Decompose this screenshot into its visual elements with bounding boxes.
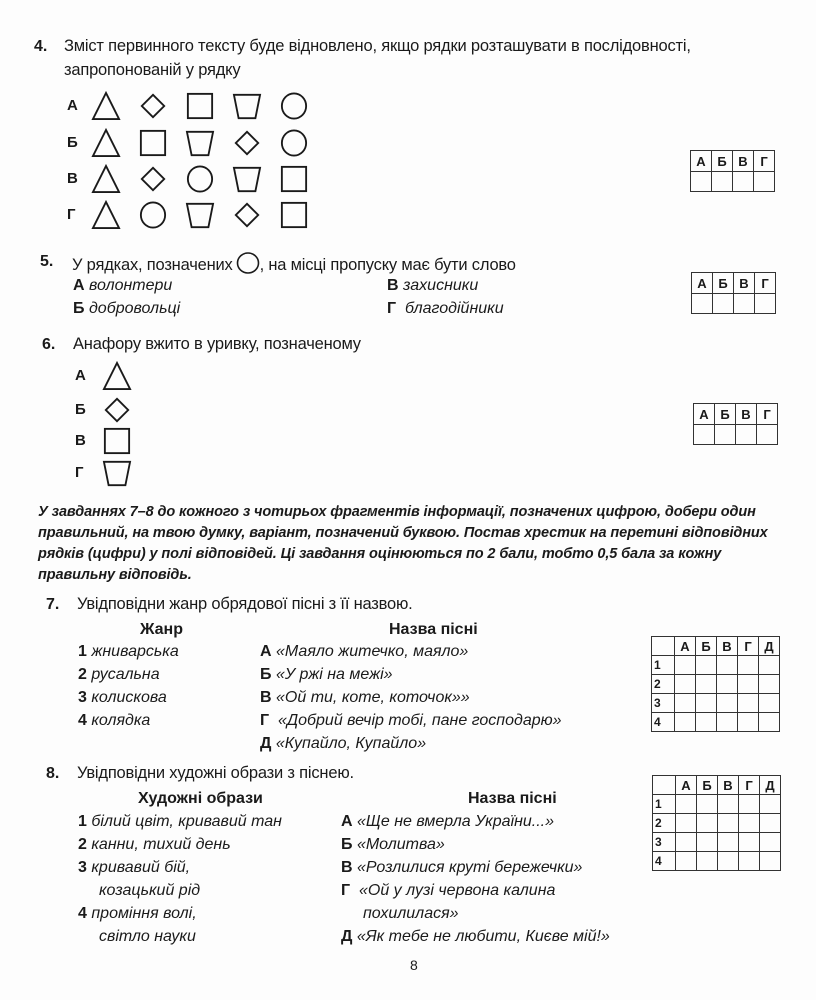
circle-icon (139, 201, 167, 229)
right-item: А «Маяло житечко, маяло» (260, 643, 469, 660)
option-label: В (75, 432, 86, 449)
left-column-header: Жанр (140, 621, 183, 638)
option-label: Б (75, 401, 86, 418)
right-item: Г «Добрий вечір тобі, пане господарю» (260, 712, 562, 729)
grid-row-header: 4 (653, 852, 676, 871)
answer-cell[interactable] (738, 713, 759, 732)
answer-cell[interactable] (739, 795, 760, 814)
option-text: добровольці (88, 300, 181, 317)
answer-cell[interactable] (696, 694, 717, 713)
answer-cell[interactable] (760, 814, 781, 833)
page-number: 8 (410, 957, 418, 973)
right-item: В «Розлилися круті бережечки» (341, 859, 583, 876)
option-label: Г (75, 464, 84, 481)
triangle-icon (92, 92, 120, 120)
diamond-icon (103, 396, 131, 424)
trapezoid-icon (233, 92, 261, 120)
answer-cell[interactable] (717, 675, 738, 694)
left-item: 2 канни, тихий день (78, 836, 231, 853)
grid-column-header: Б (713, 273, 734, 294)
diamond-icon (233, 201, 261, 229)
answer-cell[interactable] (697, 814, 718, 833)
option-label: Б (73, 300, 85, 317)
answer-cell[interactable] (738, 694, 759, 713)
answer-cell[interactable] (697, 852, 718, 871)
left-column-header: Художні образи (138, 790, 263, 807)
right-item: А «Ще не вмерла України...» (341, 813, 555, 830)
option-text: захисники (403, 277, 479, 294)
grid-column-header: Б (715, 404, 736, 425)
option-g[interactable] (387, 300, 504, 318)
grid-row-header: 2 (653, 814, 676, 833)
grid-column-header: А (692, 273, 713, 294)
option-label: А (67, 97, 78, 114)
grid-column-header: А (675, 637, 696, 656)
triangle-icon (92, 201, 120, 229)
square-icon (139, 129, 167, 157)
grid-column-header: Г (738, 637, 759, 656)
right-item: Г «Ой у лузі червона калина (341, 882, 556, 899)
option-label: В (387, 277, 399, 294)
answer-cell[interactable] (697, 795, 718, 814)
square-icon (280, 201, 308, 229)
right-column-header: Назва пісні (468, 790, 557, 807)
left-item: 1 білий цвіт, кривавий тан (78, 813, 282, 830)
answer-cell[interactable] (697, 833, 718, 852)
answer-cell[interactable] (739, 814, 760, 833)
question-number: 6. (42, 336, 56, 353)
answer-cell[interactable] (760, 833, 781, 852)
option-b[interactable] (73, 300, 180, 318)
answer-cell[interactable] (739, 852, 760, 871)
grid-row-header: 1 (653, 795, 676, 814)
answer-cell[interactable] (696, 713, 717, 732)
question-text-line-2: запропонованій у рядку (64, 61, 241, 79)
answer-cell[interactable] (676, 852, 697, 871)
grid-corner-cell (652, 637, 675, 656)
diamond-icon (233, 129, 261, 157)
left-item: 1 жниварська (78, 643, 179, 660)
question-number: 4. (34, 38, 48, 55)
option-label: А (73, 277, 85, 294)
answer-cell[interactable] (759, 694, 780, 713)
answer-cell[interactable] (675, 713, 696, 732)
right-item: Д «Як тебе не любити, Києве мій!» (341, 928, 610, 945)
answer-cell[interactable] (757, 425, 778, 445)
instructions-block: У завданнях 7–8 до кожного з чотирьох фрагментів інформації, позначених цифрою, добери один правильний, на твою думку, варіант, позначений буквою. Постав хрестик на перетині відповідних рядків (цифри) у полі відповідей. Ці завдання оцінюються по 2 бали, тобто 0,5 бала за кожну правильну відповідь. (38, 504, 768, 583)
right-item: Д «Купайло, Купайло» (260, 735, 427, 752)
grid-column-header: Г (754, 151, 775, 172)
grid-column-header: А (694, 404, 715, 425)
right-item-continuation: похилилася» (363, 905, 459, 922)
question-number: 7. (46, 596, 60, 613)
grid-corner-cell (653, 776, 676, 795)
diamond-icon (139, 92, 167, 120)
answer-cell[interactable] (694, 425, 715, 445)
left-item: 2 русальна (78, 666, 160, 683)
grid-column-header: В (717, 637, 738, 656)
left-item: 4 проміння волі, (78, 905, 197, 922)
answer-cell[interactable] (675, 675, 696, 694)
trapezoid-icon (186, 129, 214, 157)
answer-cell[interactable] (759, 675, 780, 694)
option-text: волонтери (89, 277, 173, 294)
answer-grid-q6 (693, 403, 778, 445)
left-item: 3 кривавий бій, (78, 859, 191, 876)
question-text-after: , на місці пропуску має бути слово (259, 256, 516, 274)
answer-cell[interactable] (715, 425, 736, 445)
grid-column-header: Б (697, 776, 718, 795)
answer-cell[interactable] (734, 294, 755, 314)
circle-icon (280, 92, 308, 120)
right-column-header: Назва пісні (389, 621, 478, 638)
grid-column-header: А (676, 776, 697, 795)
square-icon (186, 92, 214, 120)
answer-cell[interactable] (692, 294, 713, 314)
answer-cell[interactable] (676, 833, 697, 852)
answer-cell[interactable] (760, 795, 781, 814)
triangle-icon (103, 362, 131, 390)
right-item: В «Ой ти, коте, коточок»» (260, 689, 470, 706)
right-item: Б «У ржі на межі» (260, 666, 393, 683)
answer-cell[interactable] (759, 656, 780, 675)
answer-cell[interactable] (736, 425, 757, 445)
answer-cell[interactable] (718, 814, 739, 833)
trapezoid-icon (233, 165, 261, 193)
answer-cell[interactable] (733, 172, 754, 192)
answer-cell[interactable] (717, 713, 738, 732)
left-item-continuation: світло науки (99, 928, 196, 945)
question-text: Анафору вжито в уривку, позначеному (73, 335, 361, 353)
circle-icon (280, 129, 308, 157)
question-text-line-1: Зміст первинного тексту буде відновлено, якщо рядки розташувати в послідовності, (64, 37, 691, 55)
answer-cell[interactable] (754, 172, 775, 192)
grid-column-header: Д (760, 776, 781, 795)
answer-cell[interactable] (717, 656, 738, 675)
triangle-icon (92, 165, 120, 193)
answer-cell[interactable] (718, 833, 739, 852)
option-label: Г (387, 300, 397, 317)
grid-column-header: Г (739, 776, 760, 795)
option-a[interactable] (73, 277, 172, 295)
left-item: 3 колискова (78, 689, 167, 706)
answer-cell[interactable] (717, 694, 738, 713)
answer-cell[interactable] (759, 713, 780, 732)
option-label: Б (67, 134, 78, 151)
answer-grid-q5 (691, 272, 776, 314)
answer-cell[interactable] (691, 172, 712, 192)
answer-cell[interactable] (755, 294, 776, 314)
square-icon (103, 427, 131, 455)
question-text: Увідповідни художні образи з піснею. (77, 764, 354, 782)
diamond-icon (139, 165, 167, 193)
option-text: благодійники (404, 300, 504, 317)
option-label: Г (67, 206, 76, 223)
grid-column-header: В (718, 776, 739, 795)
answer-cell[interactable] (696, 675, 717, 694)
answer-cell[interactable] (713, 294, 734, 314)
answer-grid-q8 (652, 775, 781, 871)
circle-icon (236, 252, 260, 274)
grid-column-header: В (736, 404, 757, 425)
answer-cell[interactable] (739, 833, 760, 852)
question-text: Увідповідни жанр обрядової пісні з її назвою. (77, 595, 413, 613)
grid-column-header: А (691, 151, 712, 172)
answer-cell[interactable] (675, 694, 696, 713)
answer-cell[interactable] (676, 795, 697, 814)
answer-cell[interactable] (676, 814, 697, 833)
question-text (72, 252, 516, 275)
left-item: 4 колядка (78, 712, 151, 729)
answer-grid-q7 (651, 636, 780, 732)
trapezoid-icon (103, 459, 131, 487)
option-v[interactable] (387, 277, 478, 295)
grid-row-header: 1 (652, 656, 675, 675)
grid-column-header: Д (759, 637, 780, 656)
grid-row-header: 2 (652, 675, 675, 694)
right-item: Б «Молитва» (341, 836, 445, 853)
answer-grid-q4 (690, 150, 775, 192)
grid-column-header: Б (696, 637, 717, 656)
answer-cell[interactable] (738, 656, 759, 675)
answer-cell[interactable] (738, 675, 759, 694)
triangle-icon (92, 129, 120, 157)
trapezoid-icon (186, 201, 214, 229)
answer-cell[interactable] (712, 172, 733, 192)
answer-cell[interactable] (760, 852, 781, 871)
grid-column-header: В (734, 273, 755, 294)
square-icon (280, 165, 308, 193)
question-number: 8. (46, 765, 60, 782)
grid-row-header: 3 (653, 833, 676, 852)
grid-column-header: В (733, 151, 754, 172)
question-text-before: У рядках, позначених (72, 256, 233, 274)
grid-column-header: Б (712, 151, 733, 172)
answer-cell[interactable] (675, 656, 696, 675)
grid-column-header: Г (755, 273, 776, 294)
option-label: В (67, 170, 78, 187)
answer-cell[interactable] (718, 795, 739, 814)
grid-row-header: 3 (652, 694, 675, 713)
grid-row-header: 4 (652, 713, 675, 732)
left-item-continuation: козацький рід (99, 882, 201, 899)
answer-cell[interactable] (696, 656, 717, 675)
option-label: А (75, 367, 86, 384)
grid-column-header: Г (757, 404, 778, 425)
answer-cell[interactable] (718, 852, 739, 871)
circle-icon (186, 165, 214, 193)
question-number: 5. (40, 253, 54, 270)
